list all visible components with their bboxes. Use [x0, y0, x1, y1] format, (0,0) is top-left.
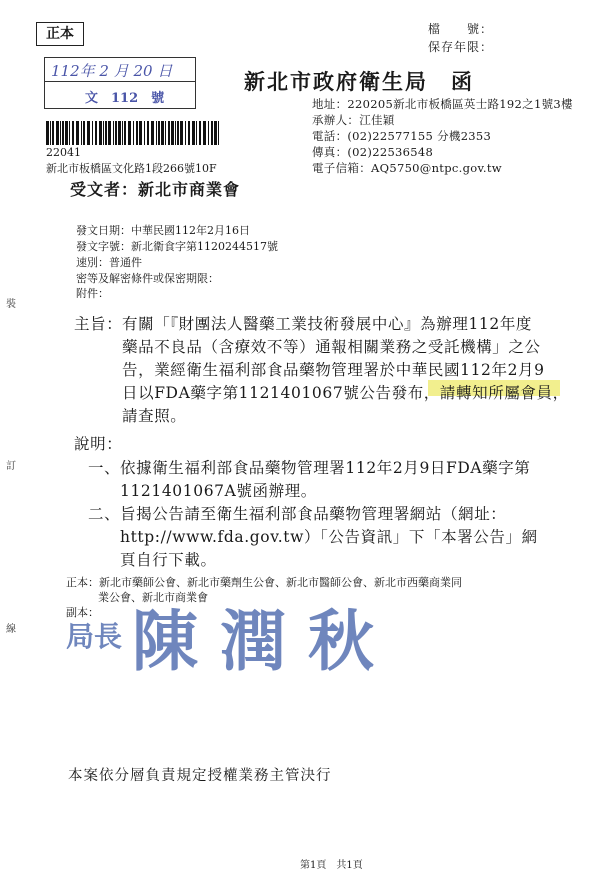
contact-phone: 電話：(02)22577155 分機2353 [312, 129, 492, 143]
recipient: 受文者：新北市商業會 [70, 180, 241, 199]
mailing-address: 新北市板橋區文化路1段266號10F [46, 162, 217, 175]
explanation-line: 1121401067A號函辦理。 [120, 482, 317, 500]
explanation-line: http://www.fda.gov.tw）「公告資訊」下「本署公告」網 [120, 528, 538, 546]
archive-number-label: 檔 號： [428, 22, 494, 36]
contact-email: 電子信箱：AQ5750@ntpc.gov.tw [312, 161, 502, 175]
contact-fax: 傳真：(02)22536548 [312, 145, 434, 159]
binding-mark-middle: 訂 [6, 461, 16, 472]
received-date-text: 112年 2 月 20 日 [51, 62, 173, 80]
issue-date: 發文日期：中華民國112年2月16日 [76, 224, 250, 237]
director-title-stamp [66, 616, 136, 656]
explanation-line: 頁自行下載。 [120, 551, 217, 569]
received-doc-text: 文 112 號 [85, 91, 165, 106]
original-copy-label: 正本 [36, 22, 84, 46]
copy-recipients: 副本： [66, 606, 99, 619]
contact-address: 地址：220205新北市板橋區英士路192之1號3樓 [312, 97, 573, 111]
retention-period-label: 保存年限： [428, 40, 494, 54]
director-signature [132, 596, 432, 680]
attachment: 附件： [76, 287, 109, 300]
explanation-item-number: 一、 [88, 459, 121, 477]
speed-class: 速別：普通件 [76, 256, 142, 269]
subject-line: 請查照。 [122, 407, 187, 425]
mailing-postcode: 22041 [46, 146, 81, 159]
explanation-line: 旨揭公告請至衛生福利部食品藥物管理署網站（網址： [120, 505, 507, 523]
subject-line: 日以FDA藥字第1121401067號公告發布，請轉知所屬會員， [122, 384, 569, 402]
subject-line: 告，業經衛生福利部食品藥物管理署於中華民國112年2月9 [122, 361, 545, 379]
received-stamp-handwriting [45, 58, 195, 108]
received-stamp [44, 57, 196, 109]
binding-mark-bottom: 線 [6, 624, 16, 635]
issue-number: 發文字號：新北衛食字第1120244517號 [76, 240, 278, 253]
subject-label: 主旨： [74, 315, 123, 333]
secrecy-level: 密等及解密條件或保密期限： [76, 272, 219, 285]
original-recipients-continued: 業公會、新北市商業會 [98, 591, 208, 604]
document-title: 新北市政府衛生局 函 [244, 69, 474, 94]
page-number: 第1頁 共1頁 [300, 860, 363, 871]
explanation-line: 依據衛生福利部食品藥物管理署112年2月9日FDA藥字第 [120, 459, 531, 477]
subject-line: 藥品不良品（含療效不等）通報相關業務之受託機構」之公 [122, 338, 541, 356]
binding-mark-top: 裝 [6, 299, 16, 310]
svg-text:陳潤秋: 陳潤秋 [132, 602, 396, 680]
contact-handler: 承辦人：江佳穎 [312, 113, 395, 127]
explanation-item-number: 二、 [88, 505, 121, 523]
subject-line: 有關「『財團法人醫藥工業技術發展中心』為辦理112年度 [122, 315, 533, 333]
svg-text:局長: 局長 [66, 620, 123, 653]
original-recipients: 正本：新北市藥師公會、新北市藥劑生公會、新北市醫師公會、新北市西藥商業同 [66, 576, 462, 589]
delegation-note: 本案依分層負責規定授權業務主管決行 [68, 768, 332, 784]
barcode [46, 121, 222, 145]
explanation-label: 說明： [74, 435, 123, 453]
